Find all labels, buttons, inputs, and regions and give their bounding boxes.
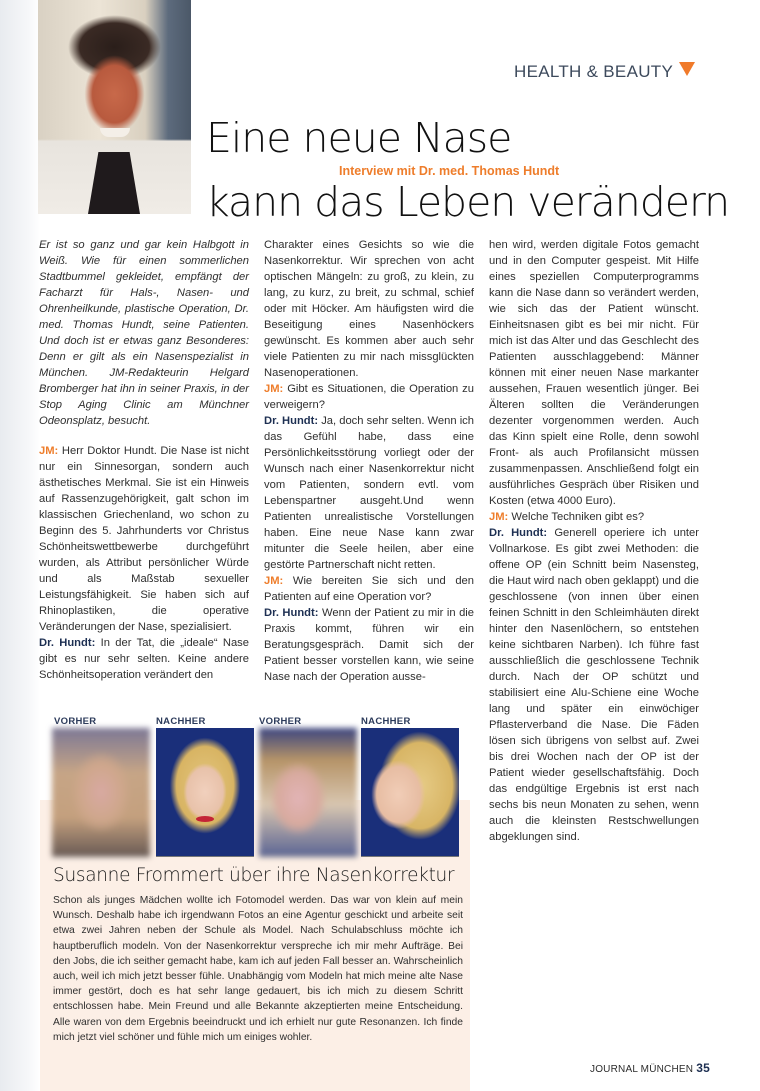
portrait-shirt: [88, 152, 140, 214]
question-label: JM:: [489, 511, 509, 523]
answer-continued: Charakter eines Gesichts so wie die Nasenkorrektur. Wir sprechen von acht optischen Mängeln: zu groß, zu klein, zu lang, zu kurz, zu breit, zu schmal, schief oder mit Höcker. Am häufigsten wird die Beseitigung eines Nasenhöckers gewünscht. Es kommen aber auch sehr viele Patienten zu mir nach missglückten Nasenoperationen.: [264, 239, 474, 379]
question-label: JM:: [264, 383, 284, 395]
sidebar-box-text: Schon als junges Mädchen wollte ich Fotomodel werden. Das war von klein auf mein Wunsch. Deshalb habe ich irgendwann Fotos an eine Agentur geschickt und arbeite seit etwa zwei Jahren neben der Schule als Model. Nach Schulabschluss möchte ich hauptberuflich modeln. Von der Nasenkorrektur verspreche ich mir mehr Aufträge. Bei den Jobs, die ich seither gemacht habe, kam ich auf jeden Fall besser an. Wahrscheinlich auch, weil ich mich jetzt besser fühle. Unabhängig vom Modeln hat mich meine alte Nase immer gestört, doch es hat sehr lange gedauert, bis ich mich zu diesem Schritt entschlossen habe. Mein Freund und alle Bekannte akzeptierten meine Entscheidung. Alle waren von dem Ergebnis beeindruckt und ich erhielt nur gute Resonanzen. Ich finde mich jetzt viel schöner und fühle mich um einiges wohler.: [53, 895, 463, 1043]
article-column-3: [489, 237, 699, 845]
headline-subtitle: Interview mit Dr. med. Thomas Hundt: [339, 164, 560, 178]
question-label: JM:: [264, 575, 284, 587]
section-tag: [514, 62, 695, 82]
interview-answer: [264, 605, 474, 685]
answer-label: Dr. Hundt:: [264, 415, 319, 427]
photo-after-front: [156, 728, 254, 857]
portrait-smile: [100, 128, 130, 137]
question-text: Herr Doktor Hundt. Die Nase ist nicht nur ein Sinnesorgan, sondern auch ästhetisches Merkmal. Sie ist ein Hinweis auf Rassenzugehörigkeit, galt schon im klassischen Griechenland, wo schon zu Beginn des 5. Jahrhunderts vor Christus Schönheitswettbewerbe durchgeführt wurden, als Attribut persönlicher Würde und als Maßstab sexueller Leistungsfähigkeit. Sie haben sich auf Rhinoplastiken, die operative Veränderungen der Nase, spezialisiert.: [39, 445, 249, 633]
sidebar-box-title: Susanne Frommert über ihre Nasenkorrektur: [53, 865, 455, 886]
publication-name: JOURNAL MÜNCHEN: [590, 1064, 694, 1075]
interview-question: [264, 381, 474, 413]
before-after-photos: [52, 716, 462, 856]
headline-line-2: kann das Leben verändern: [206, 178, 730, 226]
article-intro: Er ist so ganz und gar kein Halbgott in Weiß. Wie für einen sommerlichen Stadtbummel gekleidet, empfängt der Facharzt für Hals-, Nasen- und Ohrenheilkunde, plastische Operation, Dr. med. Thomas Hundt, seine Patienten. Und doch ist er etwas ganz Besonderes: Denn er gilt als ein Nasenspezialist in München. JM-Redakteurin Helgard Bromberger hat ihn in seiner Praxis, in der Stop Aging Clinic am Münchner Odeonsplatz, besucht.: [39, 239, 249, 427]
answer-text: Generell operiere ich unter Vollnarkose. Es gibt zwei Methoden: die offene OP (ein Schnitt beim Nasensteg, die Haut wird nach oben geklappt) und die geschlossene (von innen über einen feinen Schnitt in den Schleimhäuten direkt hinter den Nasenlöchern, so entstehen keine sichtbaren Narben). Ich führe fast ausschließlich die geschlossene Technik durch. Nach der OP schützt und stabilisiert eine Alu-Schiene eine Woche lang und später ein einwöchiger Pflasterverband die Nase. Die Fäden lösen sich übrigens von selbst auf. Zwei bis drei Wochen nach der OP ist der Patient wieder gesellschaftsfähig. Doch das endgültige Ergebnis ist erst nach sechs bis neun Monaten zu sehen, wenn auch die kleinsten Restschwellungen abgeklungen sind.: [489, 527, 699, 843]
answer-text: Ja, doch sehr selten. Wenn ich das Gefühl habe, dass eine Persönlichkeitsstörung vorliegt oder der Wunsch nach einer Nasenkorrektur nicht vom Patienten, sondern evtl. vom Lebenspartner ausgeht.Und wenn Patienten unrealistische Vorstellungen haben. Eine neue Nase kann zwar mitunter die Seele heilen, aber eine gestörte Partnerschaft nicht retten.: [264, 415, 474, 571]
question-text: Wie bereiten Sie sich und den Patienten auf eine Operation vor?: [264, 575, 474, 603]
interview-answer: [489, 525, 699, 845]
interview-answer: [264, 413, 474, 573]
section-tag-label: HEALTH & BEAUTY: [514, 62, 674, 81]
page-footer: [590, 1061, 710, 1075]
photo-after-profile: [361, 728, 459, 857]
article-column-1: [39, 237, 249, 683]
answer-label: Dr. Hundt:: [39, 637, 96, 649]
photo-before-profile: [259, 728, 357, 857]
interview-question: [264, 573, 474, 605]
interview-question: [39, 443, 249, 635]
question-label: JM:: [39, 445, 59, 457]
photo-label-before-front: VORHER: [54, 716, 97, 727]
answer-continued: hen wird, werden digitale Fotos gemacht und in den Computer gespeist. Mit Hilfe eines speziellen Computerprogramms kann die Nase dann so verändert werden, wie sich das der Patient wünscht. Einheitsnasen gibt es bei mir nicht. Für mich ist das Alter und das Geschlecht des Patienten ausschlaggebend: Männer können mit einer neuen Nase markanter aussehen, Frauen wesentlich jünger. Bei Älteren sollten die Veränderungen dezenter vorgenommen werden. Auch das Kinn spielt eine Rolle, denn sowohl Front- als auch Profilansicht müssen zusammenpassen. Anschließend folgt ein ausführliches Gespräch über Risiken und Kosten (etwa 4000 Euro).: [489, 239, 699, 507]
doctor-portrait-photo: [38, 0, 191, 214]
answer-label: Dr. Hundt:: [264, 607, 319, 619]
photo-lips: [196, 816, 214, 822]
page-gutter-shadow: [0, 0, 40, 1091]
question-text: Welche Techniken gibt es?: [511, 511, 645, 523]
photo-label-before-profile: VORHER: [259, 716, 302, 727]
photo-before-front: [52, 728, 150, 857]
interview-answer: [39, 635, 249, 683]
article-column-2: [264, 237, 474, 685]
photo-label-after-front: NACHHER: [156, 716, 206, 727]
answer-text: In der Tat, die „ideale“ Nase gibt es nur sehr selten. Keine andere Schönheitsoperation verändert den: [39, 637, 249, 681]
photo-label-after-profile: NACHHER: [361, 716, 411, 727]
answer-label: Dr. Hundt:: [489, 527, 548, 539]
triangle-down-icon: [679, 62, 695, 76]
question-text: Gibt es Situationen, die Operation zu verweigern?: [264, 383, 474, 411]
interview-question: [489, 509, 699, 525]
headline-line-1: Eine neue Nase: [206, 114, 512, 162]
answer-text: Wenn der Patient zu mir in die Praxis kommt, führen wir ein Beratungsgespräch. Damit sich der Patient besser vorstellen kann, wie seine Nase nach der Operation ausse-: [264, 607, 475, 683]
page-number: 35: [696, 1061, 710, 1075]
